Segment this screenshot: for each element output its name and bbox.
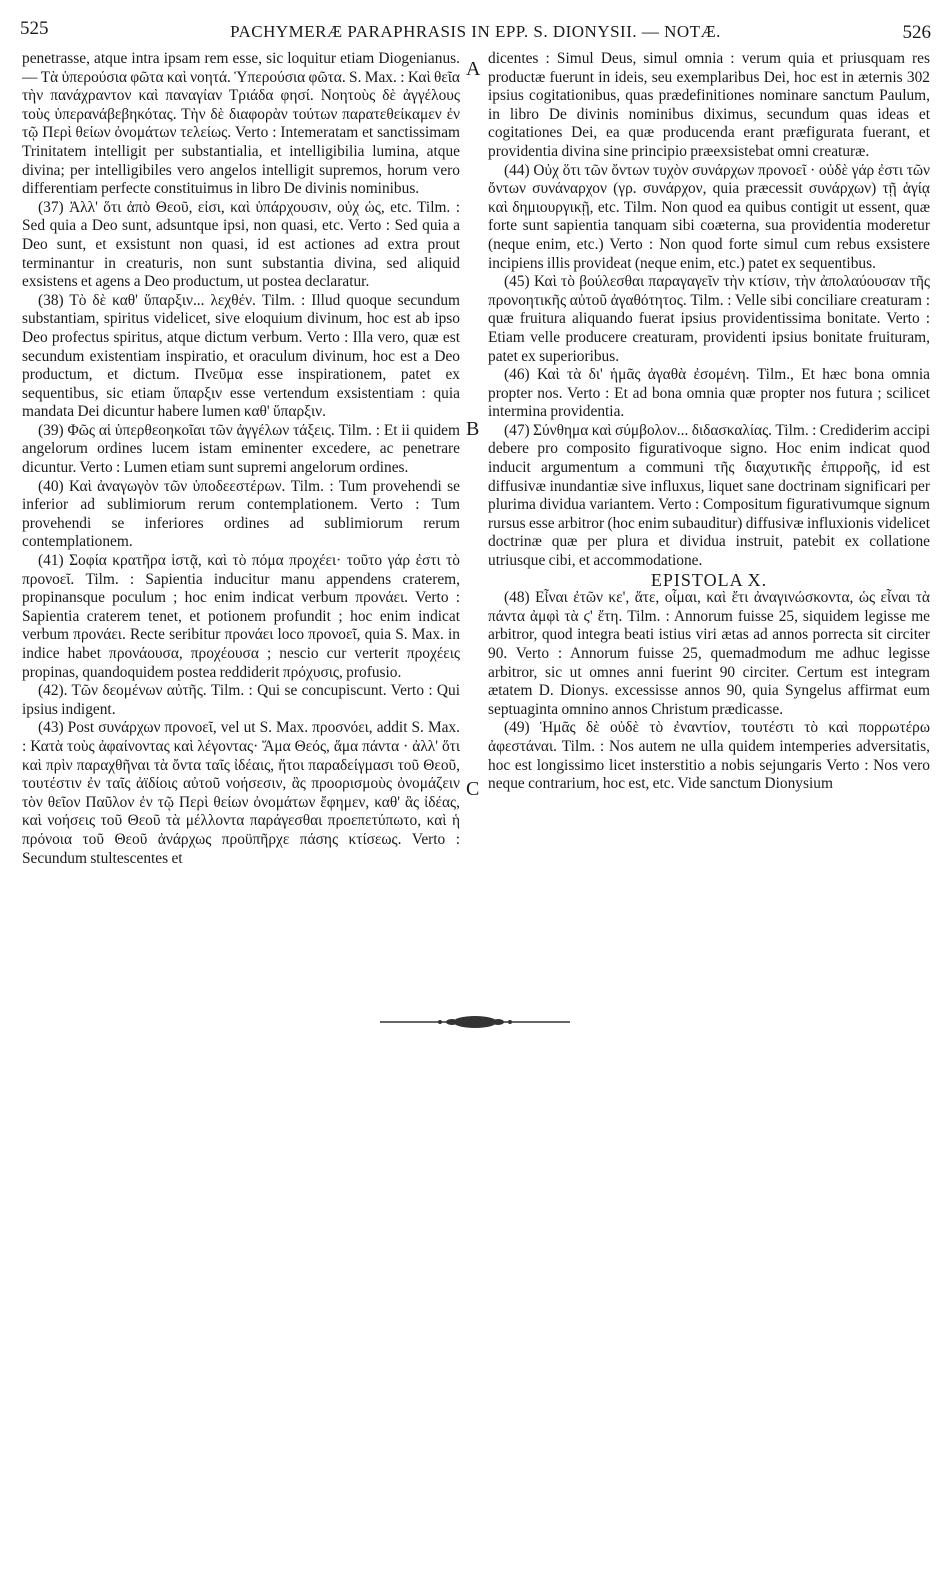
left-column bbox=[22, 50, 460, 890]
running-head: PACHYMERÆ PARAPHRASIS IN EPP. S. DIONYSII. — NOTÆ. bbox=[230, 22, 721, 41]
note-43: (43) Post συνάρχων προνοεῖ, vel ut S. Max. προσνόει, addit S. Max. : Κατὰ τοὺς ἀφαίνοντας καὶ λέγοντας· Ἅμα Θεός, ἅμα πάντα · ἀλλ' ὅτι καὶ πρὶν παραχθῆναι τὰ ὄντα ταῖς ἰδέαις, ἤτοι παραδείγμασι τοῦ Θεοῦ, τουτέστιν ἐν ταῖς ἀϊδίοις αὐτοῦ νοήσεσιν, ἃς προορισμοὺς ὀνομάζειν τὸν θεῖον Παῦλον ἐν τῷ Περὶ θείων ὀνομάτων ἔφημεν, καθ' ἃς ἰδέας, καὶ νοήσεις τοῦ Θεοῦ τὰ μέλλοντα παράγεσθαι προεπετύπωτο, καὶ ἡ πρόνοια τοῦ Θεοῦ ἀνάρχως προϋπῆρχε πάσης κτίσεως. Verto : Secundum stultescentes et bbox=[22, 719, 460, 867]
note-42: (42). Τῶν δεομένων αὐτῆς. Tilm. : Qui se concupiscunt. Verto : Qui ipsius indigent. bbox=[22, 682, 460, 718]
right-column bbox=[488, 50, 930, 880]
note-49: (49) Ἡμᾶς δὲ οὐδὲ τὸ ἐναντίον, τουτέστι τὸ καὶ πορρωτέρω ἀφεστάναι. Tilm. : Nos autem ne ulla quidem intemperies adversitatis, hoc est longissimo licet insterstitio a nobis sejungaris Verto : Nos vero neque contrarium, hoc est, etc. Vide sanctum Dionysium bbox=[488, 719, 930, 793]
note-47: (47) Σύνθημα καὶ σύμβολον... διδασκαλίας. Tilm. : Crediderim accipi debere pro composito figurativoque signo. Hoc enim indicat quod inducit argumentum a communi τῆς διαχυτικῆς ἐπιρροῆς, id est diffusivæ inundantiæ sive influxus, liquet sane doctrinam significari per plurima dividua variantem. Verto : Compositum figurativumque signum rursus esse arbitror (hoc enim subauditur) diffusivæ influxionis videlicet doctrinæ quæ per plura et dividua instruit, patebit ex collatione utriusque cibi, et accommodatione. bbox=[488, 421, 930, 570]
note-37: (37) Ἀλλ' ὅτι ἀπὸ Θεοῦ, εἰσι, καὶ ὑπάρχουσιν, οὐχ ὡς, etc. Tilm. : Sed quia a Deo sunt, adsuntque ipsi, non quasi, etc. Verto : Sed quia a Deo sunt, et exsistunt non quasi, id est actiones ad extra prout terminantur in creaturis, non sunt substantia divina, sed aliquid exsistens et agens a Deo productum, ut postea declaratur. bbox=[22, 198, 460, 291]
note-40: (40) Καὶ ἀναγωγὸν τῶν ὑποδεεστέρων. Tilm. : Tum provehendi se inferior ad sublimiorum rerum contemplationem. Verto : Tum provehendi se inferiores ordines ad sublimiorum rerum contemplationem. bbox=[22, 477, 460, 551]
page-header bbox=[20, 18, 931, 48]
right-paragraph: dicentes : Simul Deus, simul omnia : verum quia et priusquam res productæ fuerunt in ideis, seu exemplaribus Dei, hoc est in æternis 302 ipsius cogitationibus, quas prædefinitiones nominare sanctum Paulum, in libro De divinis nominibus diximus, secundum quas ideas et cogitationes Dei, ea quæ producenda erant præfigurata fuerant, et providentia divina sine principio præexsistebat omni creaturæ. bbox=[488, 50, 930, 160]
page-number-right: 526 bbox=[902, 22, 931, 43]
ornament-divider-icon bbox=[380, 1012, 570, 1032]
note-44: (44) Οὐχ ὅτι τῶν ὄντων τυχὸν συνάρχων προνοεῖ · οὐδὲ γάρ ἐστι τῶν ὄντων συνάναρχον (γρ. συνάρχον, quia præcessit συνάρχων) τῇ ἁγίᾳ καὶ δημιουργικῇ, etc. Tilm. Non quod ea quibus contigit ut essent, quæ forte sunt sapientia tanquam sibi coæterna, sua providentia moderetur (neque enim, etc.) Verto : Non quod forte simul cum rebus exsistere incipiens illis provideat (neque enim, etc.) patet ex sequentibus. bbox=[488, 161, 930, 272]
note-38: (38) Τὸ δὲ καθ' ὕπαρξιν... λεχθέν. Tilm. : Illud quoque secundum substantiam, spiritus videlicet, sive eloquium divinum, hoc est ab ipso Deo profectus spiritus, atque dictum verbum. Verto : Illa vero, quæ est secundum existentiam inspiratio, et oraculum divinum, hoc est a Deo productum, et dictum. Πνεῦμα esse inspirationem, patet ex sequentibus, sic etiam ὕπαρξιν esse vertendum exsistentiam : quia mandata Dei dicuntur habere lumen καθ' ὕπαρξιν. bbox=[22, 291, 460, 421]
note-46: (46) Καὶ τὰ δι' ἡμᾶς ἀγαθὰ ἐσομένη. Tilm., Et hæc bona omnia propter nos. Verto : Et ad bona omnia quæ propter nos futura ; scilicet intermina providentia. bbox=[488, 366, 930, 421]
section-heading: EPISTOLA X. bbox=[650, 569, 768, 590]
note-45: (45) Καὶ τὸ βούλεσθαι παραγαγεῖν τὴν κτίσιν, τὴν ἀπολαύουσαν τῆς προνοητικῆς αὐτοῦ ἀγαθότητος. Tilm. : Velle sibi conciliare creaturam : quæ fruitura aliquando fuerat ipsius providentissima bonitate. Verto : Etiam velle producere creaturam, providenti ipsius bonitate fruituram, patet ex superioribus. bbox=[488, 273, 930, 365]
left-paragraph: penetrasse, atque intra ipsam rem esse, sic loquitur etiam Diogenianus. — Τὰ ὑπερούσια φῶτα καὶ νοητά. Ὑπερούσια φῶτα. S. Max. : Καὶ θεῖα τὴν πανάχραντον καὶ παναγίαν Τριάδα φησί. Νοητοὺς δὲ ἀγγέλους τοὺς ὑπερανάβεβηκότας. Τὴν δὲ διαφορὰν τούτων παρατεθείκαμεν ἐν τῷ Περὶ θείων ὀνομάτων τελείως. Verto : Intemeratam et sanctissimam Trinitatem intelligit per substantialia, et intelligibilia lumina, atque divina; per intelligibiles vero angelos intelligit supremos, horum vero differentiam perfecte constituimus in libro De divinis nominibus. bbox=[22, 50, 460, 198]
margin-marker-b: B bbox=[466, 418, 480, 440]
note-41: (41) Σοφία κρατῆρα ἱστᾷ, καὶ τὸ πόμα προχέει· τοῦτο γάρ ἐστι τὸ προνοεῖ. Tilm. : Sapientia inducitur manu appendens craterem, propinansque poculum ; hoc enim indicat verbum προνάει. Verto : Sapientia craterem tenet, et potionem profundit ; hoc enim indicat verbum προνάει. Recte seribitur προνάει loco προνοεῖ, quia S. Max. in indice habet προνάουσα, προχέουσα ; nescio cur verterit προχέεις propinas, quandoquidem postea reddiderit πρόχυσις, profusio. bbox=[22, 552, 460, 681]
note-48: (48) Εἶναι ἐτῶν κε', ἅτε, οἶμαι, καὶ ἔτι ἀναγινώσκοντα, ὡς εἶναι τὰ πάντα ἀμφὶ τὰ ϛ' ἔτη. Tilm. : Annorum fuisse 25, siquidem legisse me arbitror, quod integra beati istius viri ætas ad annos porrecta sit circiter 90. Verto : Annorum fuisse 25, quemadmodum me adhuc legisse arbitror, sic ut omnes anni fuerint 90 circiter. Certum est integram ætatem D. Dionys. excessisse annos 90, quia Syngelus affirmat eum septuaginta omnino annos Christum prædicasse. bbox=[488, 589, 930, 718]
page-number-left: 525 bbox=[20, 18, 49, 39]
note-39: (39) Φῶς αἱ ὑπερθεοηκοῖαι τῶν ἀγγέλων τάξεις. Tilm. : Et ii quidem angelorum ordines lucem istam eminenter excedere, ac penetrare dicuntur. Verto : Lumen etiam sunt supremi angelorum ordines. bbox=[22, 421, 460, 477]
margin-marker-c: C bbox=[466, 778, 480, 800]
margin-marker-a: A bbox=[466, 58, 481, 80]
